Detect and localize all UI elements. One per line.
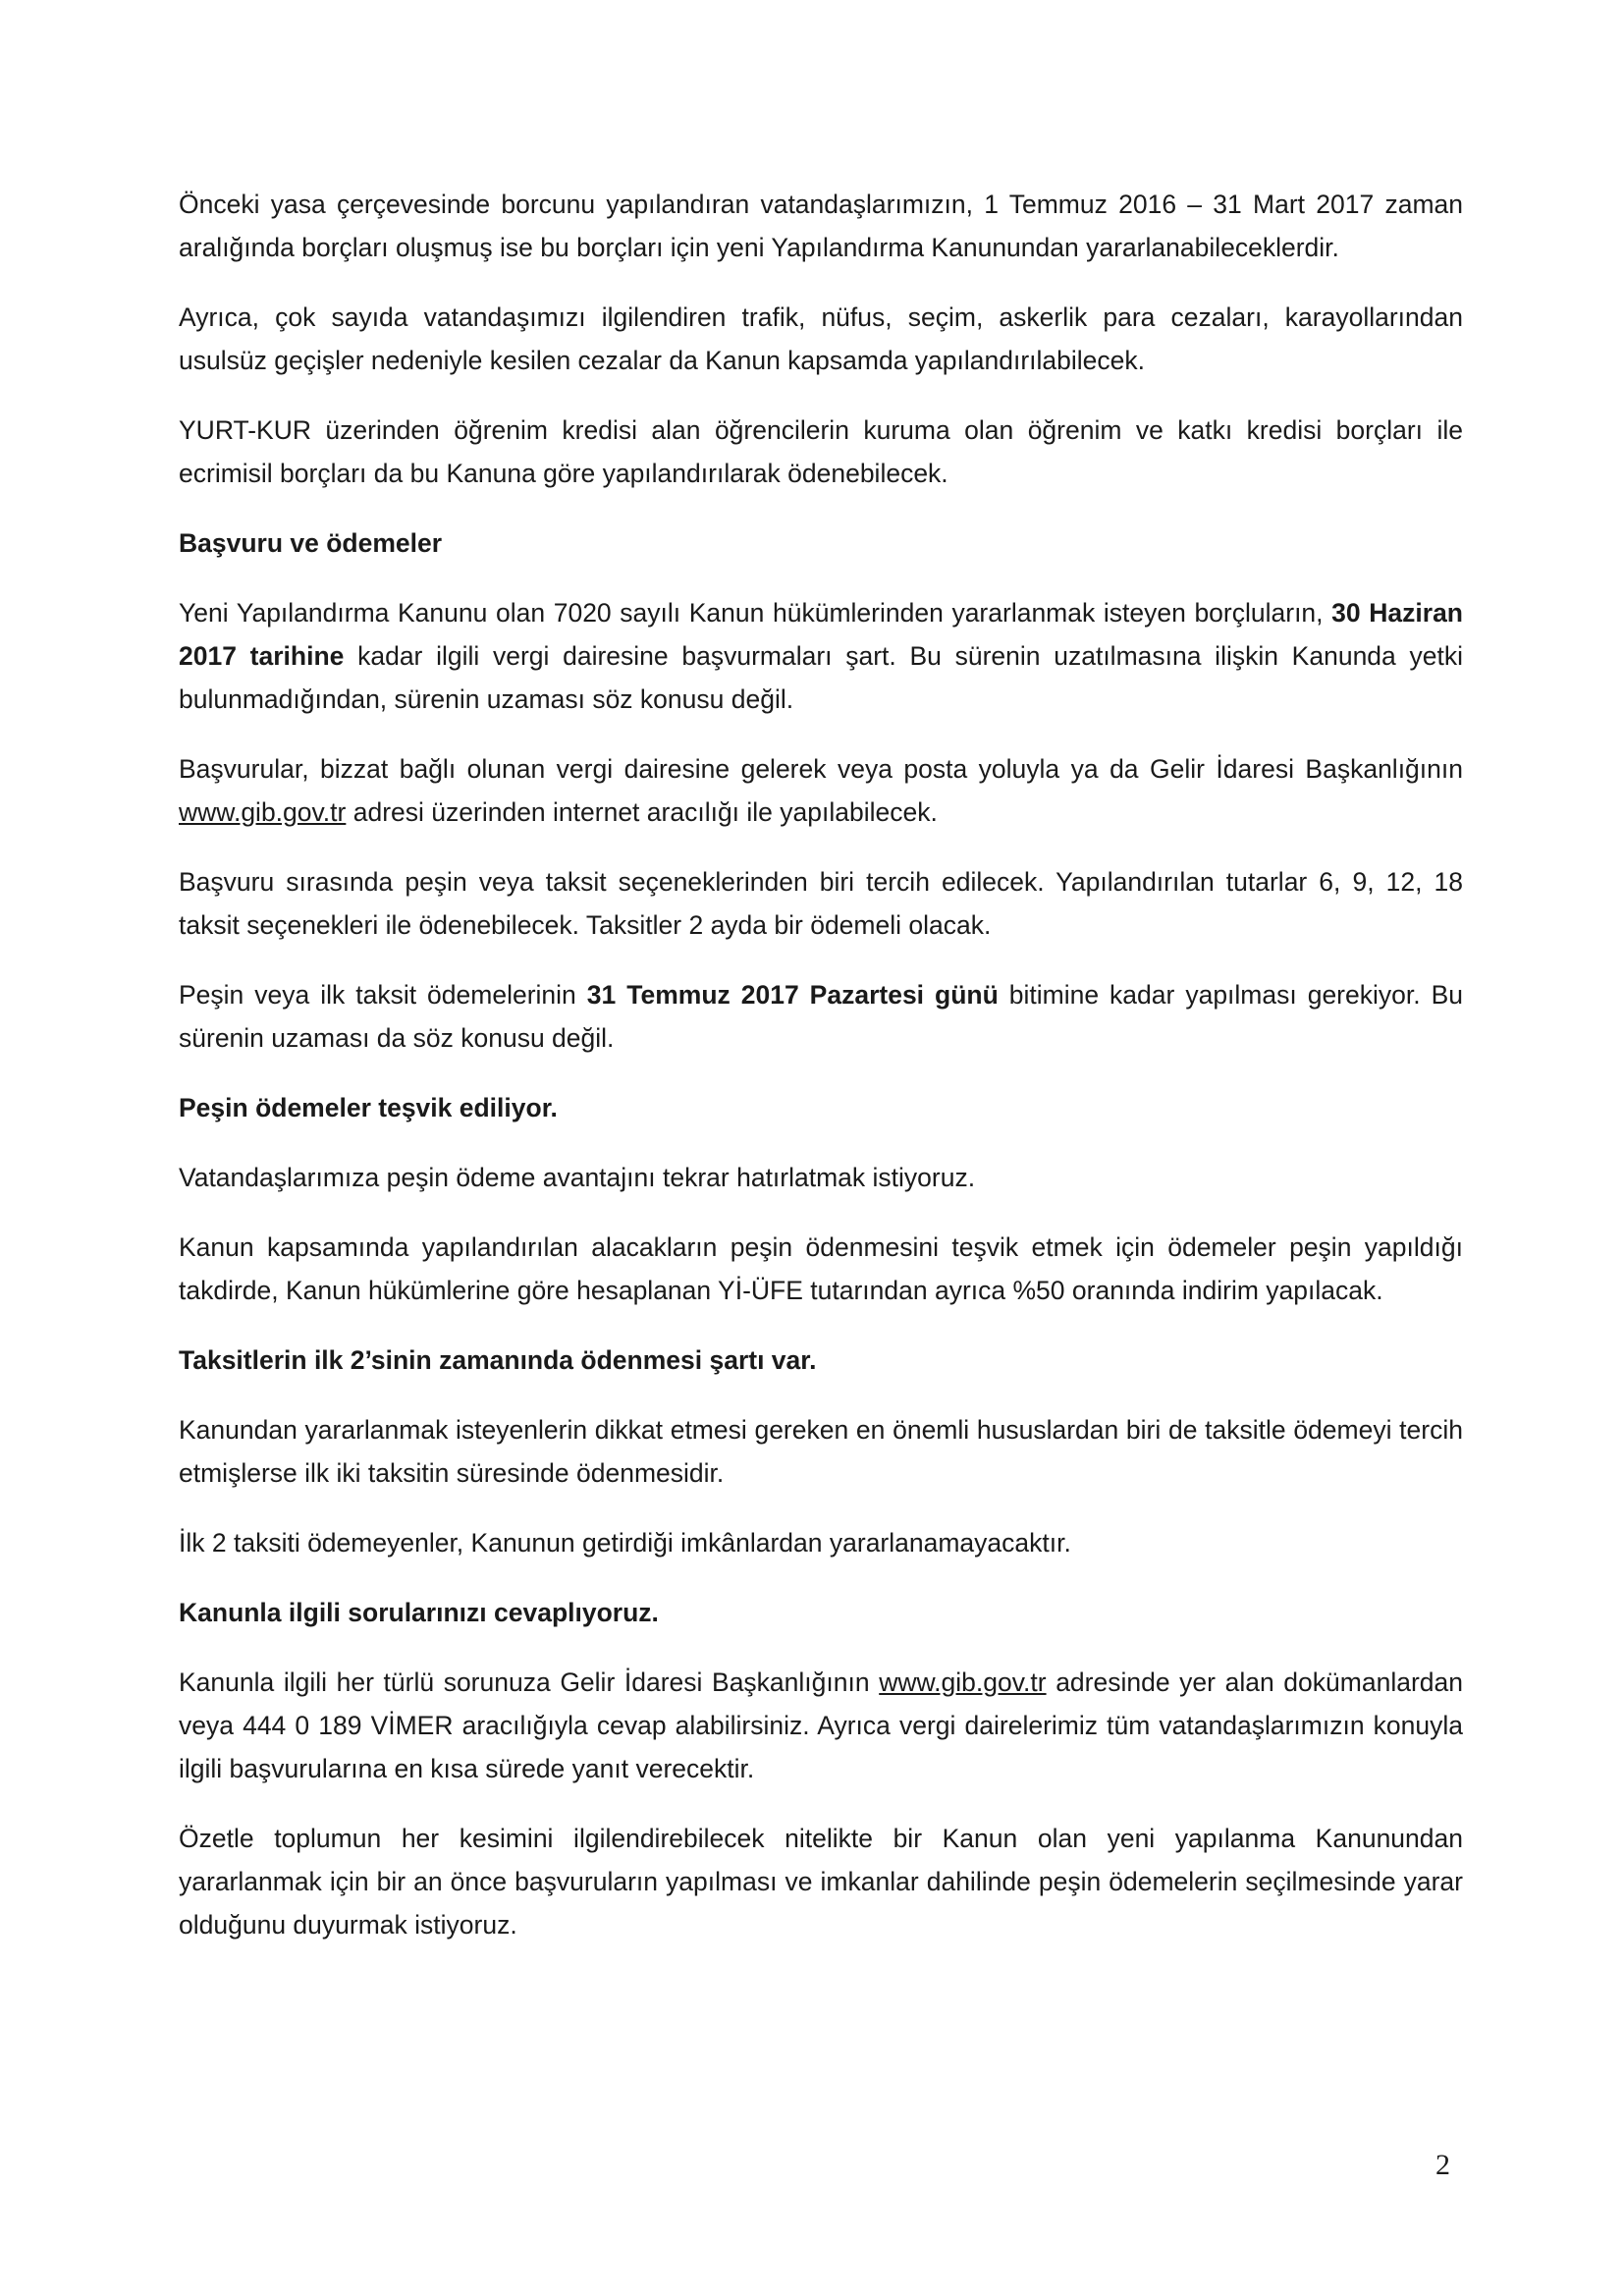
text-segment: adresinde yer alan dokümanlardan veya 444 0 189 VİMER aracılığıyla cevap alabilirsiniz. Ayrıca vergi dairelerimiz tüm vatandaşlarımızın konuyla ilgili başvurularına en kısa sürede yanıt verecektir.	[179, 1667, 1463, 1783]
heading-cash-payment-incentive: Peşin ödemeler teşvik ediliyor.	[179, 1093, 558, 1122]
text-segment: kadar ilgili vergi dairesine başvurmaları şart. Bu sürenin uzatılmasına ilişkin Kanunda yetki bulunmadığından, sürenin uzaması söz konusu değil.	[179, 641, 1463, 714]
paragraph-fines: Ayrıca, çok sayıda vatandaşımızı ilgilendiren trafik, nüfus, seçim, askerlik para cezaları, karayollarından usulsüz geçişler nedeniyle kesilen cezalar da Kanun kapsamda yapılandırılabilecek.	[179, 302, 1463, 375]
paragraph-application-channels	[179, 747, 1463, 834]
text-segment: Peşin veya ilk taksit ödemelerinin	[179, 980, 576, 1010]
page-number: 2	[1435, 2149, 1450, 2181]
heading-first-two-installments: Taksitlerin ilk 2’sinin zamanında ödenmesi şartı var.	[179, 1345, 817, 1375]
text-segment: Yeni Yapılandırma Kanunu olan 7020 sayılı Kanun hükümlerinden yararlanmak isteyen borçluların,	[179, 598, 1324, 628]
document-body	[179, 183, 1463, 1973]
heading-questions: Kanunla ilgili sorularınızı cevaplıyoruz.	[179, 1598, 659, 1627]
text-segment: Kanunla ilgili her türlü sorunuza Gelir İdaresi Başkanlığının	[179, 1667, 870, 1697]
gib-website-link[interactable]: www.gib.gov.tr	[879, 1667, 1047, 1697]
paragraph-summary: Özetle toplumun her kesimini ilgilendirebilecek nitelikte bir Kanun olan yeni yapılanma Kanunundan yararlanmak için bir an önce başvuruların yapılması ve imkanlar dahilinde peşin ödemelerin seçilmesinde yarar olduğunu duyurmak istiyoruz.	[179, 1824, 1463, 1940]
paragraph-installment-rule: Kanundan yararlanmak isteyenlerin dikkat etmesi gereken en önemli hususlardan biri de taksitle ödemeyi tercih etmişlerse ilk iki taksitin süresinde ödenmesidir.	[179, 1415, 1463, 1488]
gib-website-link[interactable]: www.gib.gov.tr	[179, 797, 347, 827]
text-segment: bitimine kadar yapılması gerekiyor. Bu sürenin uzaması da söz konusu değil.	[179, 980, 1463, 1053]
paragraph-payment-deadline	[179, 973, 1463, 1060]
paragraph-cash-reminder: Vatandaşlarımıza peşin ödeme avantajını tekrar hatırlatmak istiyoruz.	[179, 1163, 976, 1192]
payment-deadline-date: 31 Temmuz 2017 Pazartesi günü	[586, 980, 999, 1010]
paragraph-payment-options: Başvuru sırasında peşin veya taksit seçeneklerinden biri tercih edilecek. Yapılandırılan tutarlar 6, 9, 12, 18 taksit seçenekleri ile ödenebilecek. Taksitler 2 ayda bir ödemeli olacak.	[179, 867, 1463, 940]
deadline-date: 30 Haziran 2017 tarihine	[179, 598, 1463, 671]
paragraph-installment-consequence: İlk 2 taksiti ödemeyenler, Kanunun getirdiği imkânlardan yararlanamayacaktır.	[179, 1528, 1071, 1558]
text-segment: adresi üzerinden internet aracılığı ile yapılabilecek.	[352, 797, 938, 827]
paragraph-application-deadline	[179, 591, 1463, 721]
paragraph-prior-restructuring: Önceki yasa çerçevesinde borcunu yapılandıran vatandaşlarımızın, 1 Temmuz 2016 – 31 Mart 2017 zaman aralığında borçları oluşmuş ise bu borçları için yeni Yapılandırma Kanunundan yararlanabileceklerdir.	[179, 190, 1463, 262]
paragraph-questions-contact	[179, 1661, 1463, 1790]
paragraph-yurt-kur: YURT-KUR üzerinden öğrenim kredisi alan öğrencilerin kuruma olan öğrenim ve katkı kredisi borçları ile ecrimisil borçları da bu Kanuna göre yapılandırılarak ödenebilecek.	[179, 415, 1463, 488]
paragraph-cash-discount: Kanun kapsamında yapılandırılan alacakların peşin ödenmesini teşvik etmek için ödemeler peşin yapıldığı takdirde, Kanun hükümlerine göre hesaplanan Yİ-ÜFE tutarından ayrıca %50 oranında indirim yapılacak.	[179, 1232, 1463, 1305]
text-segment: Başvurular, bizzat bağlı olunan vergi dairesine gelerek veya posta yoluyla ya da Gelir İdaresi Başkanlığının	[179, 754, 1463, 784]
heading-applications-payments: Başvuru ve ödemeler	[179, 528, 443, 558]
